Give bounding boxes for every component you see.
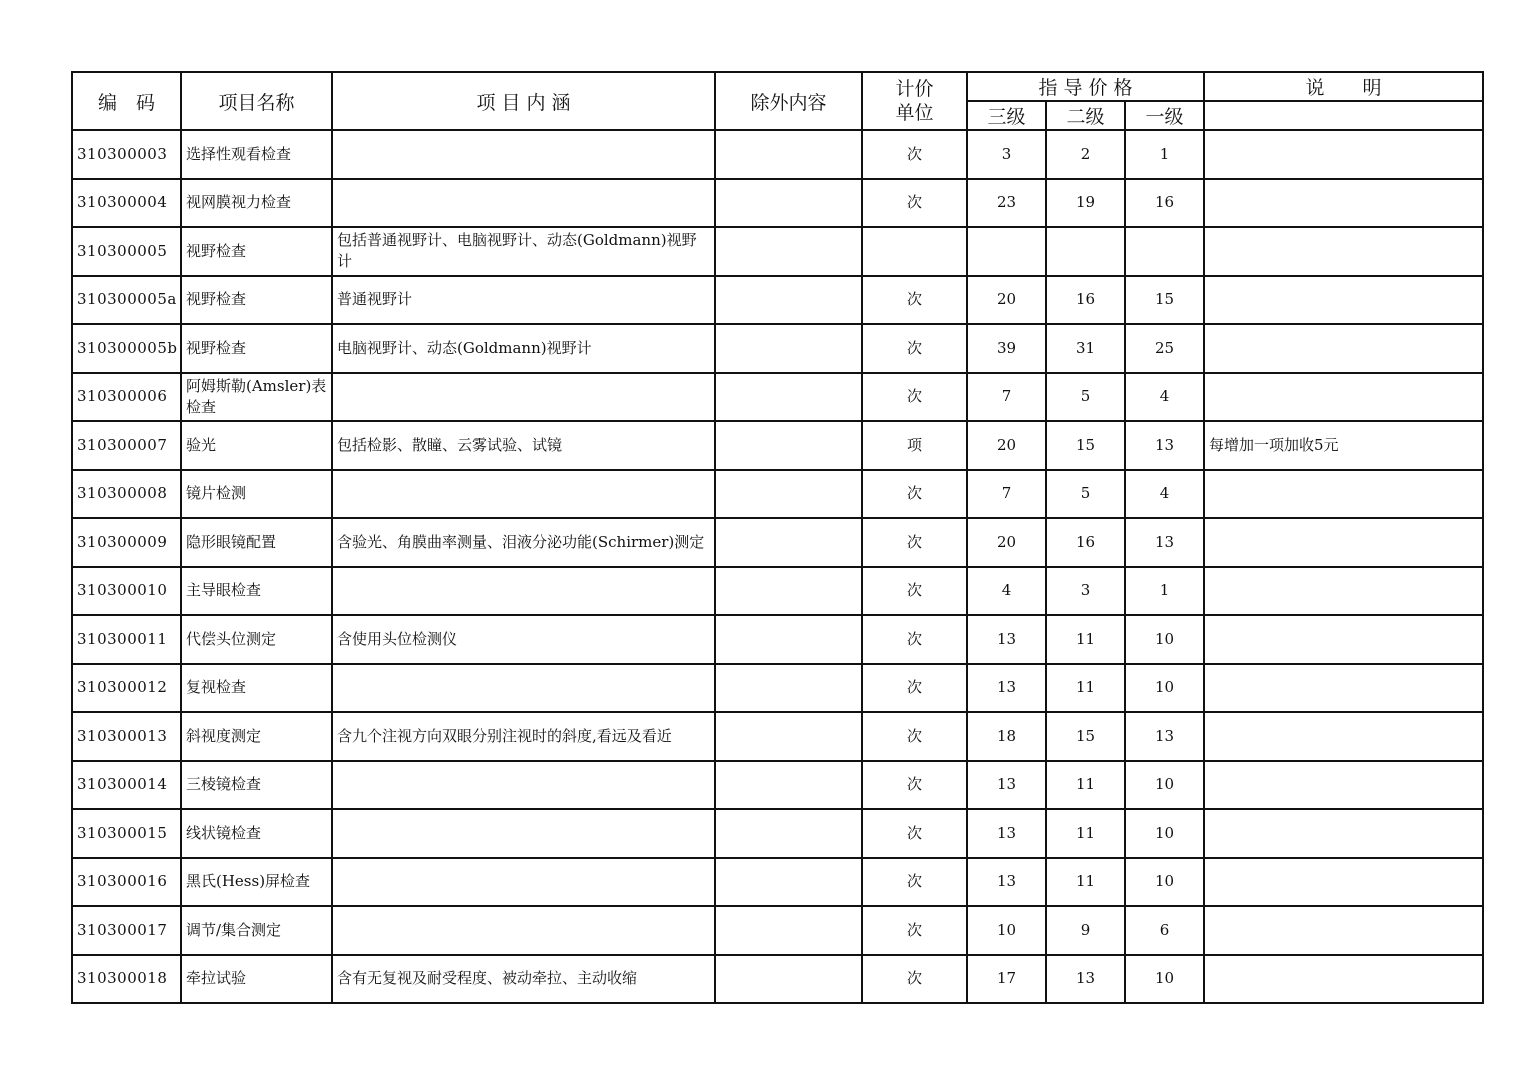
note-cell: 每增加一项加收5元 [1204, 421, 1483, 470]
unit-cell: 次 [862, 955, 967, 1004]
code-cell: 310300005 [72, 227, 181, 276]
price-level3-cell: 3 [967, 130, 1046, 179]
content-cell: 包括检影、散瞳、云雾试验、试镜 [332, 421, 715, 470]
price-level1-cell: 4 [1125, 470, 1204, 519]
code-cell: 310300005b [72, 324, 181, 373]
price-level3-cell: 20 [967, 421, 1046, 470]
content-cell [332, 761, 715, 810]
code-cell: 310300016 [72, 858, 181, 907]
price-level1-cell: 4 [1125, 373, 1204, 422]
price-level2-cell: 11 [1046, 761, 1125, 810]
unit-cell: 项 [862, 421, 967, 470]
table-row [72, 858, 1483, 907]
price-level2-cell: 11 [1046, 809, 1125, 858]
price-level3-cell: 39 [967, 324, 1046, 373]
unit-cell: 次 [862, 809, 967, 858]
price-level2-cell: 11 [1046, 664, 1125, 713]
table-body [72, 130, 1483, 1003]
name-cell: 阿姆斯勒(Amsler)表检查 [181, 373, 332, 422]
price-level1-cell: 10 [1125, 809, 1204, 858]
content-cell [332, 179, 715, 228]
table-row [72, 130, 1483, 179]
unit-cell: 次 [862, 518, 967, 567]
header-level1: 一级 [1125, 101, 1204, 130]
name-cell: 镜片检测 [181, 470, 332, 519]
table-row [72, 276, 1483, 325]
note-cell [1204, 712, 1483, 761]
price-level1-cell: 15 [1125, 276, 1204, 325]
unit-cell: 次 [862, 712, 967, 761]
price-level2-cell: 11 [1046, 615, 1125, 664]
header-excluded: 除外内容 [715, 72, 862, 130]
content-cell [332, 906, 715, 955]
content-cell: 含使用头位检测仪 [332, 615, 715, 664]
excluded-cell [715, 664, 862, 713]
price-level2-cell: 5 [1046, 470, 1125, 519]
note-cell [1204, 761, 1483, 810]
code-cell: 310300015 [72, 809, 181, 858]
name-cell: 斜视度测定 [181, 712, 332, 761]
excluded-cell [715, 567, 862, 616]
header-row [72, 72, 1483, 101]
price-level1-cell: 13 [1125, 712, 1204, 761]
table-row [72, 179, 1483, 228]
price-level2-cell: 13 [1046, 955, 1125, 1004]
header-price-group: 指 导 价 格 [967, 72, 1204, 101]
content-cell [332, 809, 715, 858]
excluded-cell [715, 470, 862, 519]
excluded-cell [715, 373, 862, 422]
header-unit [862, 72, 967, 130]
price-level3-cell: 13 [967, 858, 1046, 907]
note-cell [1204, 373, 1483, 422]
excluded-cell [715, 518, 862, 567]
code-cell: 310300009 [72, 518, 181, 567]
name-cell: 复视检查 [181, 664, 332, 713]
price-level2-cell: 31 [1046, 324, 1125, 373]
price-level2-cell: 2 [1046, 130, 1125, 179]
price-level2-cell: 16 [1046, 276, 1125, 325]
code-cell: 310300014 [72, 761, 181, 810]
excluded-cell [715, 906, 862, 955]
price-level1-cell: 1 [1125, 130, 1204, 179]
price-level3-cell: 17 [967, 955, 1046, 1004]
table-row [72, 809, 1483, 858]
code-cell: 310300004 [72, 179, 181, 228]
excluded-cell [715, 858, 862, 907]
note-cell [1204, 567, 1483, 616]
code-cell: 310300011 [72, 615, 181, 664]
price-level3-cell: 23 [967, 179, 1046, 228]
name-cell: 线状镜检查 [181, 809, 332, 858]
price-level3-cell: 13 [967, 809, 1046, 858]
code-cell: 310300013 [72, 712, 181, 761]
unit-cell: 次 [862, 906, 967, 955]
unit-cell: 次 [862, 373, 967, 422]
table-row [72, 324, 1483, 373]
name-cell: 主导眼检查 [181, 567, 332, 616]
table-row [72, 567, 1483, 616]
table-row [72, 664, 1483, 713]
content-cell [332, 567, 715, 616]
price-level1-cell: 1 [1125, 567, 1204, 616]
excluded-cell [715, 227, 862, 276]
content-cell [332, 130, 715, 179]
header-note: 说 明 [1204, 72, 1483, 101]
code-cell: 310300017 [72, 906, 181, 955]
code-cell: 310300010 [72, 567, 181, 616]
note-cell [1204, 276, 1483, 325]
price-level2-cell: 19 [1046, 179, 1125, 228]
price-level1-cell: 10 [1125, 858, 1204, 907]
excluded-cell [715, 324, 862, 373]
note-cell [1204, 179, 1483, 228]
note-cell [1204, 809, 1483, 858]
content-cell [332, 373, 715, 422]
content-cell: 含九个注视方向双眼分别注视时的斜度,看远及看近 [332, 712, 715, 761]
table-row [72, 373, 1483, 422]
excluded-cell [715, 712, 862, 761]
note-cell [1204, 615, 1483, 664]
unit-cell: 次 [862, 470, 967, 519]
table-row [72, 421, 1483, 470]
code-cell: 310300003 [72, 130, 181, 179]
header-unit-label: 计价单位 [895, 78, 934, 124]
content-cell: 含有无复视及耐受程度、被动牵拉、主动收缩 [332, 955, 715, 1004]
table-row [72, 906, 1483, 955]
content-cell: 包括普通视野计、电脑视野计、动态(Goldmann)视野计 [332, 227, 715, 276]
excluded-cell [715, 955, 862, 1004]
unit-cell: 次 [862, 858, 967, 907]
price-level3-cell [967, 227, 1046, 276]
price-level2-cell: 15 [1046, 421, 1125, 470]
content-cell [332, 470, 715, 519]
unit-cell: 次 [862, 324, 967, 373]
name-cell: 调节/集合测定 [181, 906, 332, 955]
price-level1-cell: 10 [1125, 615, 1204, 664]
price-level2-cell: 3 [1046, 567, 1125, 616]
price-level1-cell: 10 [1125, 761, 1204, 810]
unit-cell: 次 [862, 130, 967, 179]
table-row [72, 761, 1483, 810]
price-level2-cell: 9 [1046, 906, 1125, 955]
price-level3-cell: 20 [967, 276, 1046, 325]
price-level1-cell: 10 [1125, 664, 1204, 713]
price-level2-cell: 11 [1046, 858, 1125, 907]
header-name: 项目名称 [181, 72, 332, 130]
header-code: 编 码 [72, 72, 181, 130]
price-level1-cell: 10 [1125, 955, 1204, 1004]
table-row [72, 615, 1483, 664]
content-cell: 电脑视野计、动态(Goldmann)视野计 [332, 324, 715, 373]
unit-cell: 次 [862, 567, 967, 616]
excluded-cell [715, 179, 862, 228]
note-cell [1204, 518, 1483, 567]
header-content: 项 目 内 涵 [332, 72, 715, 130]
price-level2-cell [1046, 227, 1125, 276]
price-level3-cell: 13 [967, 615, 1046, 664]
price-level3-cell: 7 [967, 470, 1046, 519]
price-level3-cell: 18 [967, 712, 1046, 761]
price-table [71, 71, 1484, 1004]
header-note-blank [1204, 101, 1483, 130]
code-cell: 310300005a [72, 276, 181, 325]
excluded-cell [715, 761, 862, 810]
excluded-cell [715, 809, 862, 858]
excluded-cell [715, 421, 862, 470]
price-level3-cell: 13 [967, 664, 1046, 713]
unit-cell: 次 [862, 276, 967, 325]
code-cell: 310300012 [72, 664, 181, 713]
table-row [72, 518, 1483, 567]
unit-cell [862, 227, 967, 276]
price-level2-cell: 16 [1046, 518, 1125, 567]
header-level3: 三级 [967, 101, 1046, 130]
table-row [72, 470, 1483, 519]
note-cell [1204, 858, 1483, 907]
price-level2-cell: 15 [1046, 712, 1125, 761]
code-cell: 310300008 [72, 470, 181, 519]
name-cell: 代偿头位测定 [181, 615, 332, 664]
name-cell: 黑氏(Hess)屏检查 [181, 858, 332, 907]
excluded-cell [715, 130, 862, 179]
note-cell [1204, 906, 1483, 955]
price-level1-cell: 16 [1125, 179, 1204, 228]
price-level1-cell: 25 [1125, 324, 1204, 373]
name-cell: 视网膜视力检查 [181, 179, 332, 228]
note-cell [1204, 130, 1483, 179]
name-cell: 选择性观看检查 [181, 130, 332, 179]
price-level1-cell: 13 [1125, 421, 1204, 470]
code-cell: 310300007 [72, 421, 181, 470]
unit-cell: 次 [862, 761, 967, 810]
name-cell: 隐形眼镜配置 [181, 518, 332, 567]
content-cell: 含验光、角膜曲率测量、泪液分泌功能(Schirmer)测定 [332, 518, 715, 567]
price-level3-cell: 7 [967, 373, 1046, 422]
note-cell [1204, 955, 1483, 1004]
price-level3-cell: 20 [967, 518, 1046, 567]
price-level3-cell: 13 [967, 761, 1046, 810]
code-cell: 310300018 [72, 955, 181, 1004]
code-cell: 310300006 [72, 373, 181, 422]
table-row [72, 712, 1483, 761]
note-cell [1204, 664, 1483, 713]
price-level2-cell: 5 [1046, 373, 1125, 422]
name-cell: 视野检查 [181, 324, 332, 373]
header-level2: 二级 [1046, 101, 1125, 130]
note-cell [1204, 324, 1483, 373]
name-cell: 三棱镜检查 [181, 761, 332, 810]
content-cell: 普通视野计 [332, 276, 715, 325]
name-cell: 牵拉试验 [181, 955, 332, 1004]
price-level3-cell: 4 [967, 567, 1046, 616]
excluded-cell [715, 276, 862, 325]
excluded-cell [715, 615, 862, 664]
table-row [72, 955, 1483, 1004]
unit-cell: 次 [862, 664, 967, 713]
name-cell: 验光 [181, 421, 332, 470]
name-cell: 视野检查 [181, 276, 332, 325]
note-cell [1204, 227, 1483, 276]
content-cell [332, 664, 715, 713]
unit-cell: 次 [862, 615, 967, 664]
price-level3-cell: 10 [967, 906, 1046, 955]
price-level1-cell: 13 [1125, 518, 1204, 567]
unit-cell: 次 [862, 179, 967, 228]
note-cell [1204, 470, 1483, 519]
price-level1-cell: 6 [1125, 906, 1204, 955]
content-cell [332, 858, 715, 907]
name-cell: 视野检查 [181, 227, 332, 276]
price-level1-cell [1125, 227, 1204, 276]
table-row [72, 227, 1483, 276]
